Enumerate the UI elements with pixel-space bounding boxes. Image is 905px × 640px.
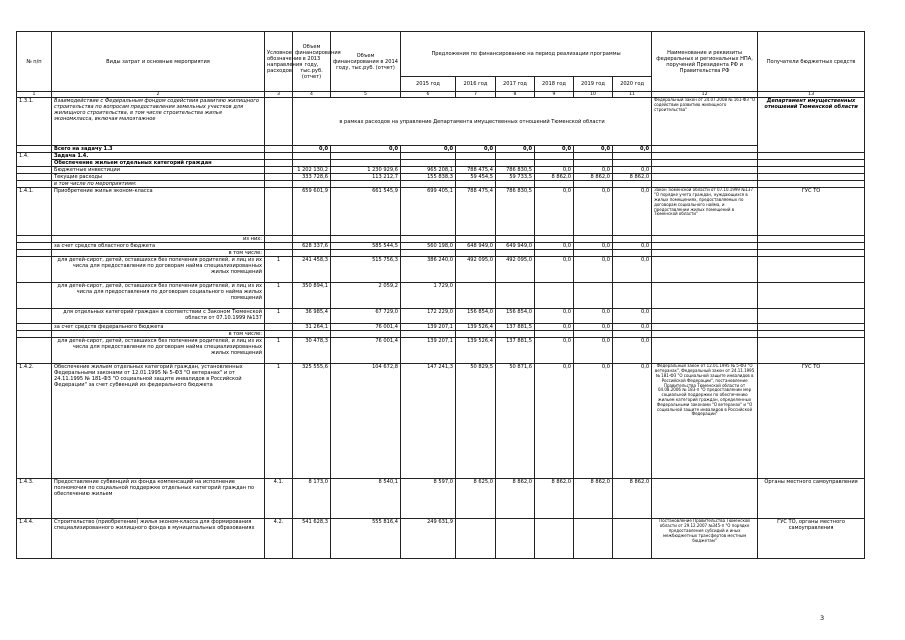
value-cell: 0,0 [613, 364, 652, 479]
value-cell: 137 881,5 [496, 338, 535, 364]
column-index: 6 [401, 92, 456, 98]
value-cell: 8 862,0 [574, 174, 613, 181]
value-cell: 50 871,6 [496, 364, 535, 479]
row-name: Обеспечение жильем отдельных категорий граждан [52, 160, 265, 167]
value-cell: 786 830,5 [496, 167, 535, 174]
value-cell: 0,0 [574, 324, 613, 331]
financing-table [16, 31, 865, 559]
value-cell: 139 526,4 [456, 338, 496, 364]
column-index: 1 [17, 92, 52, 98]
value-cell: 147 241,3 [401, 364, 456, 479]
value-cell: 560 198,0 [401, 243, 456, 250]
value-cell: 965 208,1 [401, 167, 456, 174]
value-cell: 0,0 [535, 338, 574, 364]
npa-cell: Федеральный закон от 12.01.1995 № 5-ФЗ "О ветеранах", Федеральный закон от 24.11.1995 № 181-ФЗ "О социальной защите инвалидов в Российской Федерации", постановление Правительства Тюменской области от 04.08.2006 № 183-п "О предоставлении мер социальной поддержки по обеспечению жильем категорий граждан, определенных Федеральными законами "О ветеранах" и "О социальной защите инвалидов в Российской Федерации" [652, 364, 758, 479]
value-cell: 325 555,6 [293, 364, 331, 479]
row-name: Обеспечение жильем отдельных категорий граждан, установленных Федеральными законами от 12.01.1995 № 5-ФЗ "О ветеранах" и от 24.11.1995 № 181-ФЗ "О социальной защите инвалидов в Российской Федерации" за счет субвенций из федерального бюджета [52, 364, 265, 479]
value-cell [613, 283, 652, 309]
value-cell [496, 283, 535, 309]
value-cell: 541 628,3 [293, 519, 331, 559]
row-number: 1.4.4. [17, 519, 52, 559]
row-number: 1.4.2. [17, 364, 52, 479]
value-cell: 59 733,5 [496, 174, 535, 181]
value-cell: 0,0 [613, 309, 652, 324]
value-cell: 648 949,0 [456, 243, 496, 250]
value-cell: 0,0 [535, 324, 574, 331]
value-cell: 156 854,0 [456, 309, 496, 324]
column-index: 4 [293, 92, 331, 98]
value-cell: 0,0 [535, 309, 574, 324]
value-cell: 67 729,0 [331, 309, 401, 324]
table-row [17, 324, 865, 331]
value-cell: 0,0 [574, 146, 613, 153]
table-row [17, 153, 865, 160]
row-name: за счет средств областного бюджета [52, 243, 265, 250]
value-cell: 8 862,0 [535, 479, 574, 519]
table-row [17, 283, 865, 309]
table-row [17, 243, 865, 250]
table-row [17, 188, 865, 236]
column-index: 12 [652, 92, 758, 98]
value-cell: 0,0 [293, 146, 331, 153]
value-cell: 139 207,1 [401, 338, 456, 364]
value-cell: 0,0 [535, 188, 574, 236]
header-year: 2019 год [574, 77, 613, 92]
value-cell: 0,0 [535, 243, 574, 250]
value-cell: 0,0 [401, 146, 456, 153]
table-row [17, 174, 865, 181]
value-cell: 628 337,6 [293, 243, 331, 250]
value-cell: 699 405,1 [401, 188, 456, 236]
header-recipients: Получатели бюджетных средств [758, 32, 865, 92]
value-cell: 1 202 130,2 [293, 167, 331, 174]
column-index: 7 [456, 92, 496, 98]
value-cell: 30 478,3 [293, 338, 331, 364]
value-cell: 8 862,0 [613, 174, 652, 181]
row-name: Предоставление субвенций из фонда компенсаций на исполнение полномочия по социальной поддержке отдельных категорий граждан по обеспечению жильем [52, 479, 265, 519]
table-row [17, 257, 865, 283]
value-cell: 661 545,9 [331, 188, 401, 236]
value-cell: 0,0 [613, 167, 652, 174]
value-cell: 8 625,0 [456, 479, 496, 519]
value-cell: 76 001,4 [331, 338, 401, 364]
merged-note: в рамках расходов на управление Департамента имущественных отношений Тюменской области [293, 98, 652, 146]
value-cell: 31 264,1 [293, 324, 331, 331]
value-cell [535, 519, 574, 559]
header-year: 2015 год [401, 77, 456, 92]
row-name: Строительство (приобретение) жилья эконом-класса для формирования специализированного жилищного фонда в муниципальных образованиях [52, 519, 265, 559]
value-cell [496, 519, 535, 559]
value-cell: 0,0 [574, 167, 613, 174]
header-name: Виды затрат и основные мероприятия [52, 32, 265, 92]
row-number: 1.4.3. [17, 479, 52, 519]
value-cell: 649 949,0 [496, 243, 535, 250]
value-cell: 1 230 929,6 [331, 167, 401, 174]
value-cell: 492 095,0 [496, 257, 535, 283]
value-cell [456, 519, 496, 559]
header-year: 2020 год [613, 77, 652, 92]
code-cell: 1 [265, 364, 293, 479]
row-name: в том числе: [52, 331, 265, 338]
value-cell: 8 540,1 [331, 479, 401, 519]
column-index: 13 [758, 92, 865, 98]
value-cell: 0,0 [613, 188, 652, 236]
code-cell: 1 [265, 338, 293, 364]
value-cell: 8 173,0 [293, 479, 331, 519]
row-name: Задача 1.4. [52, 153, 265, 160]
column-index: 11 [613, 92, 652, 98]
header-num: № п/п [17, 32, 52, 92]
table-row [17, 309, 865, 324]
value-cell: 8 862,0 [574, 479, 613, 519]
header-code: Условное обозначение направления расходов [265, 32, 293, 92]
header-vol2013: Объем финансирования в 2013 году, тыс.руб. (отчет) [293, 32, 331, 92]
value-cell: 139 526,4 [456, 324, 496, 331]
table-row [17, 236, 865, 243]
value-cell: 8 862,0 [535, 174, 574, 181]
table-row [17, 519, 865, 559]
table-row [17, 167, 865, 174]
table-row [17, 479, 865, 519]
value-cell: 585 544,5 [331, 243, 401, 250]
row-number: 1.4. [17, 153, 52, 167]
row-name: Всего на задачу 1.3 [52, 146, 265, 153]
value-cell: 0,0 [613, 257, 652, 283]
column-index: 9 [535, 92, 574, 98]
row-name: Приобретение жилья эконом-класса [52, 188, 265, 236]
recipient-cell: Департамент имущественных отношений Тюменской области [758, 98, 865, 153]
value-cell: 0,0 [574, 243, 613, 250]
value-cell: 2 059,2 [331, 283, 401, 309]
header-proposals: Предложения по финансированию на период реализации программы [401, 32, 652, 77]
value-cell: 76 001,4 [331, 324, 401, 331]
column-index: 3 [265, 92, 293, 98]
row-name: для детей-сирот, детей, оставшихся без попечения родителей, и лиц из их числа для предоставления по договорам социального найма жилых помещений [52, 283, 265, 309]
value-cell: 0,0 [613, 243, 652, 250]
header-year: 2017 год [496, 77, 535, 92]
value-cell: 0,0 [456, 146, 496, 153]
value-cell: 0,0 [331, 146, 401, 153]
header-npa: Наименование и реквизиты федеральных и региональных НПА, поручений Президента РФ и Правительства РФ [652, 32, 758, 92]
row-name: из них: [52, 236, 265, 243]
value-cell [456, 283, 496, 309]
row-number: 1.3.1. [17, 98, 52, 146]
npa-cell: Закон Тюменской области от 07.10.1999 №137 "О порядке учета граждан, нуждающихся в жилых помещениях, предоставляемых по договорам социального найма, и предоставлении жилых помещений в Тюменской области" [652, 188, 758, 236]
column-index: 8 [496, 92, 535, 98]
value-cell: 113 212,7 [331, 174, 401, 181]
value-cell: 492 095,0 [456, 257, 496, 283]
recipient-cell: ГУС ТО [758, 188, 865, 236]
value-cell: 786 830,5 [496, 188, 535, 236]
table-row [17, 338, 865, 364]
row-name: для детей-сирот, детей, оставшихся без попечения родителей, и лиц из их числа для предоставления по договорам найма специализированных жилых помещений [52, 338, 265, 364]
table-row [17, 364, 865, 479]
header-vol2014: Объем финансирования в 2014 году, тыс.руб. (отчет) [331, 32, 401, 92]
value-cell: 104 672,8 [331, 364, 401, 479]
code-cell: 4.1. [265, 479, 293, 519]
value-cell: 0,0 [613, 324, 652, 331]
value-cell: 1 729,0 [401, 283, 456, 309]
row-name: Взаимодействие с Федеральным фондом содействия развитию жилищного строительства по вопросам предоставления земельных участков для жилищного строительства, в том числе строительства жилья экономкласса, включая малоэтажное [52, 98, 265, 146]
table-row [17, 331, 865, 338]
code-cell: 1 [265, 283, 293, 309]
value-cell: 156 854,0 [496, 309, 535, 324]
value-cell: 788 475,4 [456, 188, 496, 236]
npa-cell: Федеральный закон от 24.07.2008 № 161-ФЗ "О содействии развитию жилищного строительства" [652, 98, 758, 146]
value-cell: 172 229,0 [401, 309, 456, 324]
value-cell: 0,0 [574, 364, 613, 479]
value-cell: 333 728,6 [293, 174, 331, 181]
row-name: для отдельных категорий граждан в соответствии с Законом Тюменской области от 07.10.1999 №137 [52, 309, 265, 324]
table-row [17, 146, 865, 153]
value-cell: 659 601,9 [293, 188, 331, 236]
value-cell: 36 985,4 [293, 309, 331, 324]
row-number: 1.4.1. [17, 188, 52, 236]
value-cell: 8 862,0 [496, 479, 535, 519]
value-cell: 59 454,5 [456, 174, 496, 181]
value-cell [535, 283, 574, 309]
value-cell [574, 519, 613, 559]
value-cell: 0,0 [535, 364, 574, 479]
table-row [17, 160, 865, 167]
value-cell: 8 862,0 [613, 479, 652, 519]
value-cell: 139 207,1 [401, 324, 456, 331]
header-year: 2016 год [456, 77, 496, 92]
value-cell: 0,0 [574, 257, 613, 283]
value-cell: 241 458,3 [293, 257, 331, 283]
header-year: 2018 год [535, 77, 574, 92]
value-cell: 555 816,4 [331, 519, 401, 559]
value-cell: 386 240,0 [401, 257, 456, 283]
value-cell: 155 838,3 [401, 174, 456, 181]
recipient-cell: ГУС ТО [758, 364, 865, 479]
value-cell: 0,0 [535, 146, 574, 153]
value-cell [613, 519, 652, 559]
code-cell: 4.2. [265, 519, 293, 559]
page-number: 3 [820, 614, 825, 622]
value-cell: 249 631,9 [401, 519, 456, 559]
column-index: 10 [574, 92, 613, 98]
row-name: Текущие расходы [52, 174, 265, 181]
row-name: в том числе: [52, 250, 265, 257]
recipient-cell: ГУС ТО, органы местного самоуправления [758, 519, 865, 559]
column-index: 2 [52, 92, 265, 98]
table-row [17, 250, 865, 257]
value-cell: 0,0 [535, 167, 574, 174]
value-cell: 0,0 [574, 188, 613, 236]
column-index: 5 [331, 92, 401, 98]
value-cell: 0,0 [574, 338, 613, 364]
value-cell: 0,0 [535, 257, 574, 283]
value-cell: 137 881,5 [496, 324, 535, 331]
value-cell: 0,0 [613, 338, 652, 364]
value-cell: 788 475,4 [456, 167, 496, 174]
value-cell: 50 829,5 [456, 364, 496, 479]
value-cell: 0,0 [574, 309, 613, 324]
row-name: для детей-сирот, детей, оставшихся без попечения родителей, и лиц из их числа для предоставления по договорам найма специализированных жилых помещений [52, 257, 265, 283]
recipient-cell: Органы местного самоуправления [758, 479, 865, 519]
value-cell: 515 756,3 [331, 257, 401, 283]
value-cell: 350 894,1 [293, 283, 331, 309]
value-cell: 8 597,0 [401, 479, 456, 519]
code-cell: 1 [265, 257, 293, 283]
row-name: в том числе по мероприятиям: [52, 181, 265, 188]
code-cell: 1 [265, 309, 293, 324]
value-cell [574, 283, 613, 309]
value-cell: 0,0 [496, 146, 535, 153]
value-cell: 0,0 [613, 146, 652, 153]
npa-cell: Постановление Правительства Тюменской области от 29.12.2007 №345-п "О порядке предоставления субсидий и иных межбюджетных трансфертов местным бюджетам" [652, 519, 758, 559]
row-name: Бюджетные инвестиции [52, 167, 265, 174]
table-row [17, 98, 865, 146]
row-name: за счет средств федерального бюджета [52, 324, 265, 331]
